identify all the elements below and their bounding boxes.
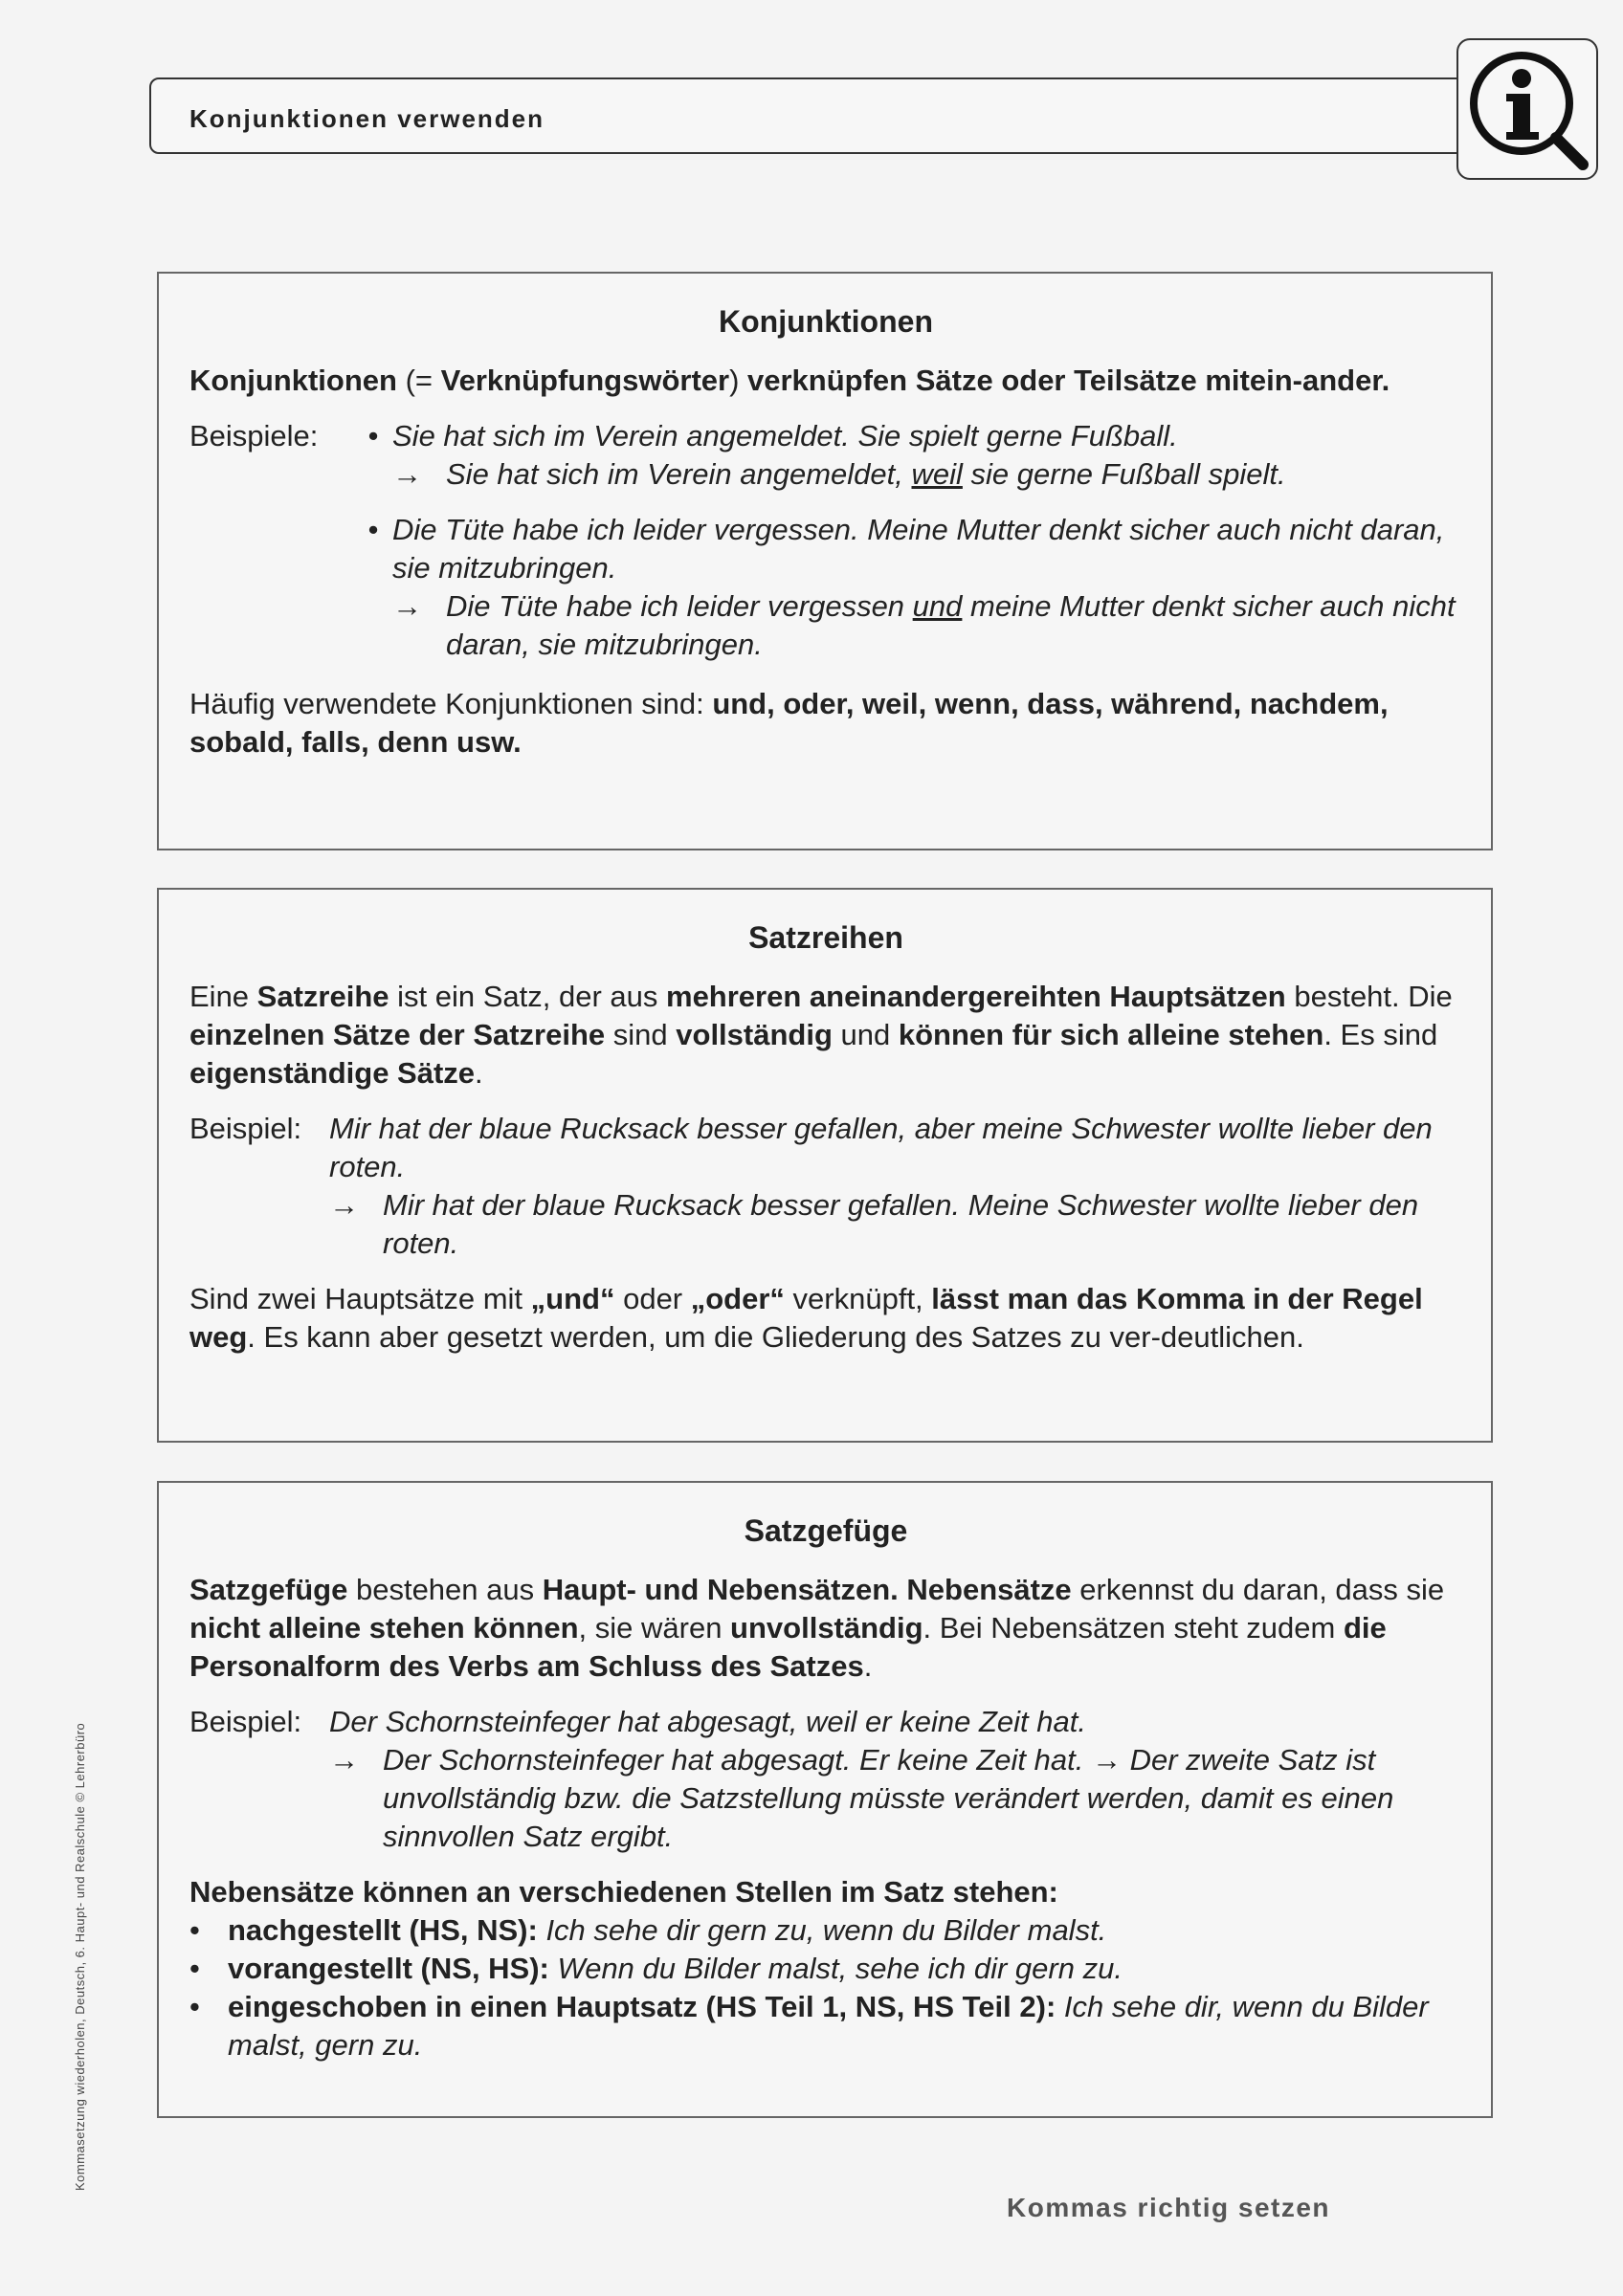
position-example: Wenn du Bilder malst, sehe ich dir gern zu. xyxy=(548,1952,1123,1985)
text-run: „und“ xyxy=(530,1282,615,1315)
bullet-icon: • xyxy=(189,1952,200,1985)
conjunction-list: und, oder, weil, wenn, dass, während, nachdem, sobald, falls, denn usw. xyxy=(189,687,1389,759)
text-run: . Bei Nebensätzen steht zudem xyxy=(923,1611,1344,1645)
list-item-body xyxy=(228,1950,1462,1988)
text-run: Haupt- und Nebensätzen. xyxy=(542,1573,899,1606)
text-run: Sie hat sich im Verein angemeldet, xyxy=(446,457,912,491)
section-title: Konjunktionen xyxy=(719,304,933,339)
text-run: Sind zwei Hauptsätze mit xyxy=(189,1282,531,1315)
example-block xyxy=(189,1110,1462,1263)
copyright-note: Kommasetzung wiederholen, Deutsch, 6. Haupt- und Realschule © Lehrerbüro xyxy=(73,1722,87,2191)
example-result xyxy=(392,455,1462,494)
list-item-body xyxy=(392,511,1462,664)
underlined-conjunction: und xyxy=(912,589,963,623)
bullet-icon: • xyxy=(367,419,379,453)
underlined-conjunction: weil xyxy=(911,457,963,491)
result-text: Mir hat der blaue Rucksack besser gefallen. Meine Schwester wollte lieber den roten. xyxy=(383,1188,1419,1260)
examples-block xyxy=(189,417,1462,681)
bullet-icon: • xyxy=(189,1990,200,2023)
text-run: Nebensätze xyxy=(906,1573,1072,1606)
list-item xyxy=(189,1950,1462,1988)
info-box xyxy=(1456,38,1598,180)
example-sentence: Mir hat der blaue Rucksack besser gefallen, aber meine Schwester wollte lieber den roten. xyxy=(329,1112,1433,1183)
text-run: sind xyxy=(605,1018,677,1051)
header-bar xyxy=(149,77,1470,154)
footer-title: Kommas richtig setzen xyxy=(1007,2193,1331,2222)
text-run: Satzgefüge xyxy=(189,1573,348,1606)
examples-list xyxy=(354,417,1462,681)
example-label: Beispiel: xyxy=(189,1705,302,1738)
text-run: können für sich alleine stehen xyxy=(898,1018,1324,1051)
section-title: Satzgefüge xyxy=(744,1513,908,1548)
text-run: eigenständige Sätze xyxy=(189,1056,476,1090)
example-sentence: Die Tüte habe ich leider vergessen. Meine Mutter denkt sicher auch nicht daran, sie mitzubringen. xyxy=(392,513,1445,585)
example-label: Beispiel: xyxy=(189,1112,302,1145)
text-run: Eine xyxy=(189,980,257,1013)
text-run: verknüpft, xyxy=(784,1282,932,1315)
text-run: (= xyxy=(396,364,441,397)
result-text xyxy=(446,455,1462,494)
examples-label: Beispiele: xyxy=(189,419,319,453)
text-run: unvollständig xyxy=(730,1611,923,1645)
arrow-icon: → xyxy=(329,1188,359,1222)
position-label: vorangestellt (NS, HS): xyxy=(228,1952,549,1985)
example-sentence: Der Schornsteinfeger hat abgesagt, weil er keine Zeit hat. xyxy=(329,1705,1086,1738)
text-run: . Es kann aber gesetzt werden, um die Gliederung des Satzes zu ver-deutlichen. xyxy=(247,1320,1304,1354)
text-run: und xyxy=(832,1018,899,1051)
section-satzgefuege xyxy=(157,1481,1493,2118)
bullet-icon: • xyxy=(189,1913,200,1947)
list-item-body xyxy=(228,1911,1462,1950)
list-item xyxy=(189,1988,1462,2064)
arrow-icon: → xyxy=(329,1743,359,1777)
info-magnifier-icon xyxy=(1466,48,1590,172)
position-label: nachgestellt (HS, NS): xyxy=(228,1913,538,1947)
text-run: Konjunktionen xyxy=(189,364,397,397)
text-run: Satzreihe xyxy=(256,980,389,1013)
section-konjunktionen xyxy=(157,272,1493,850)
text-run: . Es sind xyxy=(1323,1018,1438,1051)
result-text: Der Schornsteinfeger hat abgesagt. Er keine Zeit hat. → Der zweite Satz ist unvollständig bzw. die Satzstellung müsste verändert werden, damit es einen sinnvollen Satz ergibt. xyxy=(383,1743,1394,1853)
text-run: erkennst du daran, dass sie xyxy=(1071,1573,1445,1606)
example-block xyxy=(189,1703,1462,1856)
text-run: nicht alleine stehen können xyxy=(189,1611,579,1645)
text-run: mehreren aneinandergereihten Hauptsätzen xyxy=(666,980,1286,1013)
list-item xyxy=(354,417,1462,494)
list-item-body xyxy=(228,1988,1462,2064)
example-result xyxy=(329,1186,1462,1263)
position-example: Ich sehe dir, wenn du Bilder malst, gern zu. xyxy=(228,1990,1429,2062)
section-title: Satzreihen xyxy=(748,920,903,955)
example-result xyxy=(329,1741,1462,1856)
text-run: ) xyxy=(729,364,748,397)
result-text xyxy=(446,587,1462,664)
bullet-icon: • xyxy=(367,513,379,546)
page-title: Konjunktionen verwenden xyxy=(189,104,545,133)
arrow-icon: → xyxy=(392,589,422,623)
text-run: „oder“ xyxy=(690,1282,785,1315)
example-body xyxy=(329,1110,1462,1263)
text-run: einzelnen Sätze der Satzreihe xyxy=(189,1018,606,1051)
position-label: eingeschoben in einen Hauptsatz (HS Teil 1, NS, HS Teil 2): xyxy=(228,1990,1056,2023)
text-run: lässt man das Komma in der Regel weg xyxy=(189,1282,1423,1354)
example-result xyxy=(392,587,1462,664)
text-run: . xyxy=(475,1056,483,1090)
text-run: Häufig verwendete Konjunktionen sind: xyxy=(189,687,713,720)
definition-paragraph xyxy=(189,362,1462,400)
text-run: Die Tüte habe ich leider vergessen xyxy=(446,589,913,623)
definition-paragraph xyxy=(189,1571,1462,1686)
list-item xyxy=(189,1911,1462,1950)
text-run: oder xyxy=(614,1282,691,1315)
list-item-body xyxy=(392,417,1462,494)
positions-heading: Nebensätze können an verschiedenen Stellen im Satz stehen: xyxy=(189,1875,1058,1909)
comma-rule xyxy=(189,1280,1462,1357)
text-run: sie gerne Fußball spielt. xyxy=(962,457,1286,491)
common-conjunctions xyxy=(189,685,1462,762)
section-satzreihen xyxy=(157,888,1493,1443)
text-run: besteht. Die xyxy=(1285,980,1453,1013)
arrow-icon: → xyxy=(392,457,422,491)
definition-paragraph xyxy=(189,978,1462,1093)
text-run: bestehen aus xyxy=(347,1573,543,1606)
list-item xyxy=(354,511,1462,664)
text-run: die Personalform des Verbs am Schluss des Satzes xyxy=(189,1611,1387,1683)
example-sentence: Sie hat sich im Verein angemeldet. Sie spielt gerne Fußball. xyxy=(392,419,1178,453)
text-run: vollständig xyxy=(676,1018,833,1051)
text-run: verknüpfen Sätze oder Teilsätze mitein-ander. xyxy=(747,364,1390,397)
text-run: , sie wären xyxy=(578,1611,731,1645)
text-run: meine Mutter denkt sicher auch nicht daran, sie mitzubringen. xyxy=(446,589,1456,661)
positions-list xyxy=(189,1911,1462,2064)
example-body xyxy=(329,1703,1462,1856)
text-run: Verknüpfungswörter xyxy=(440,364,730,397)
text-run: ist ein Satz, der aus xyxy=(389,980,666,1013)
position-example: Ich sehe dir gern zu, wenn du Bilder malst. xyxy=(537,1913,1107,1947)
text-run: . xyxy=(863,1649,873,1683)
